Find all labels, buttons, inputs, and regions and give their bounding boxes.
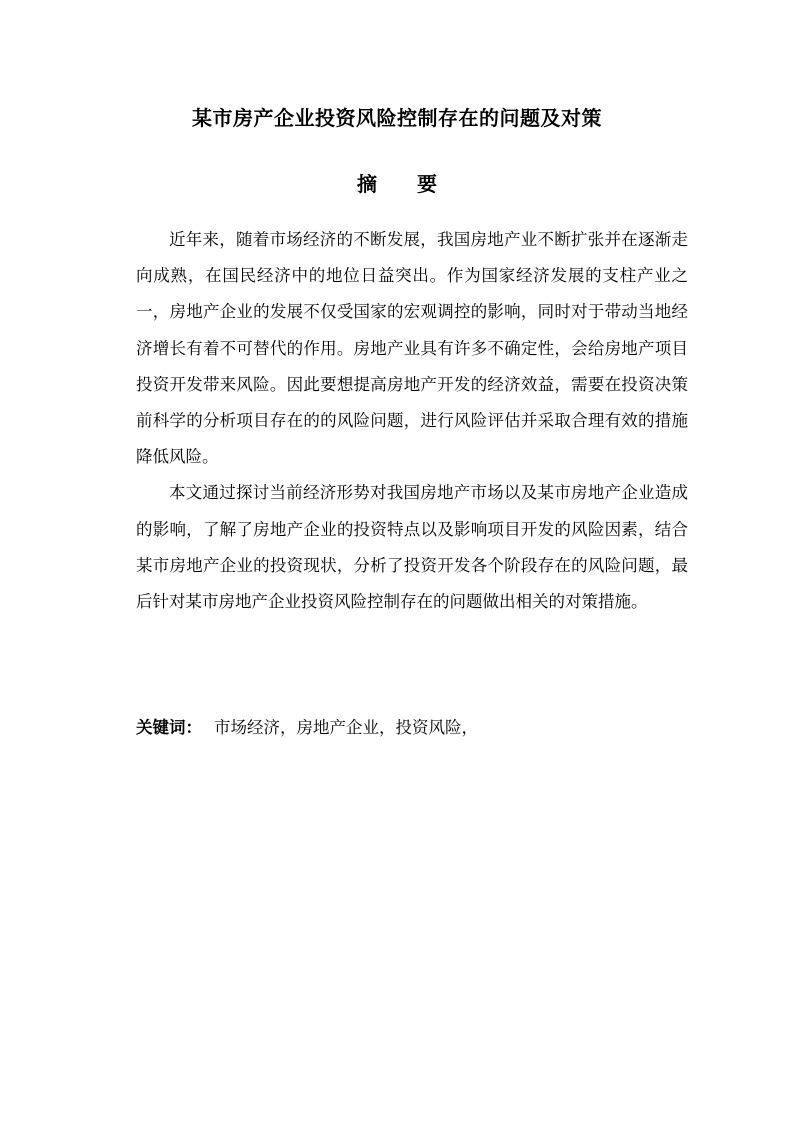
keywords-label: 关键词： <box>136 718 202 737</box>
keywords-line <box>136 712 688 744</box>
abstract-paragraph-2: 本文通过探讨当前经济形势对我国房地产市场以及某市房地产企业造成的影响，了解了房地产企业的投资特点以及影响项目开发的风险因素，结合某市房地产企业的投资现状，分析了投资开发各个阶段存在的风险问题，最后针对某市房地产企业投资风险控制存在的问题做出相关的对策措施。 <box>136 483 688 612</box>
document-title: 某市房产企业投资风险控制存在的问题及对策 <box>192 106 602 130</box>
keywords-value: 市场经济，房地产企业，投资风险， <box>214 718 478 737</box>
abstract-body <box>136 222 688 620</box>
abstract-paragraph-1: 近年来，随着市场经济的不断发展，我国房地产业不断扩张并在逐渐走向成熟，在国民经济中的地位日益突出。作为国家经济发展的支柱产业之一，房地产企业的发展不仅受国家的宏观调控的影响，同时对于带动当地经济增长有着不可替代的作用。房地产业具有许多不确定性，会给房地产项目投资开发带来风险。因此要想提高房地产开发的经济效益，需要在投资决策前科学的分析项目存在的的风险问题，进行风险评估并采取合理有效的措施降低风险。 <box>136 230 688 467</box>
abstract-heading: 摘要 <box>357 172 477 196</box>
